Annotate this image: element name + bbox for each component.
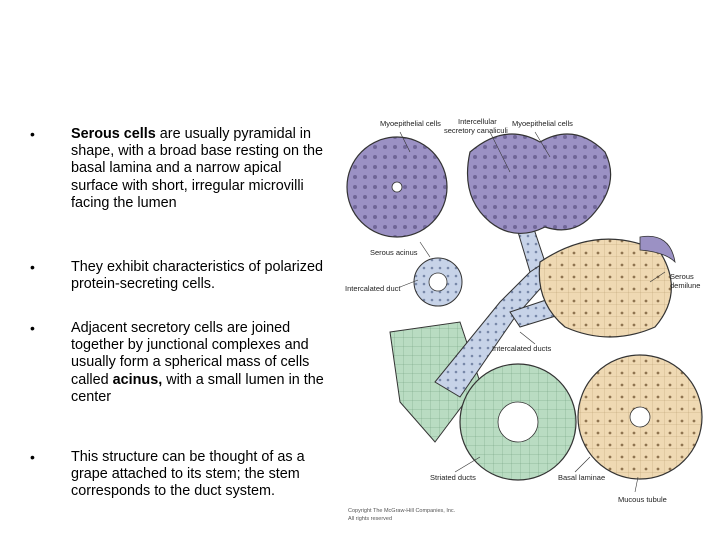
label-serous-demilune-1: Serous bbox=[670, 272, 694, 281]
serous-demilune bbox=[539, 239, 671, 337]
bullet-text bbox=[71, 320, 326, 406]
salivary-gland-figure bbox=[340, 112, 720, 532]
bullet-bold-term: acinus, bbox=[112, 371, 163, 388]
label-serous-acinus: Serous acinus bbox=[370, 248, 418, 257]
label-intercalated-ducts: Intercalated ducts bbox=[492, 344, 552, 353]
label-intercellular-2: secretory canaliculi bbox=[444, 126, 508, 135]
bullet-marker: • bbox=[30, 126, 35, 142]
bullet-body: are usually pyramidal in shape, with a broad base resting on the basal lamina and a narrow apical surface with short, irregular microvilli facing the lumen bbox=[71, 126, 324, 211]
label-intercalated-duct: Intercalated duct bbox=[345, 284, 401, 293]
copyright-line-1: Copyright The McGraw-Hill Companies, Inc. bbox=[348, 508, 456, 514]
bullet-marker: • bbox=[30, 320, 35, 336]
bullet-text: This structure can be thought of as a grape attached to its stem; the stem corresponds to the duct system. bbox=[71, 449, 305, 500]
bullet-bold-term: Serous cells bbox=[71, 126, 156, 142]
bullet-body: Adjacent secretory cells are joined together by junctional complexes and usually form a spherical mass of cells called bbox=[71, 320, 310, 388]
bullet-text bbox=[71, 126, 326, 212]
bullet-body-end: with a small lumen in the center bbox=[71, 371, 324, 405]
bullet-marker: • bbox=[30, 449, 35, 465]
label-striated-ducts: Striated ducts bbox=[430, 473, 476, 482]
bullet-marker: • bbox=[30, 259, 35, 275]
serous-acinus-cluster bbox=[468, 134, 611, 233]
label-mucous-tubule: Mucous tubule bbox=[618, 495, 667, 504]
label-myoepithelial-left: Myoepithelial cells bbox=[380, 119, 441, 128]
label-myoepithelial-right: Myoepithelial cells bbox=[512, 119, 573, 128]
label-serous-demilune-2: demilune bbox=[670, 281, 701, 290]
label-basal-laminae: Basal laminae bbox=[558, 473, 606, 482]
copyright-line-2: All rights reserved bbox=[348, 516, 393, 522]
label-intercellular-1: Intercellular bbox=[458, 117, 497, 126]
bullet-text: They exhibit characteristics of polarized protein-secreting cells. bbox=[71, 259, 323, 293]
